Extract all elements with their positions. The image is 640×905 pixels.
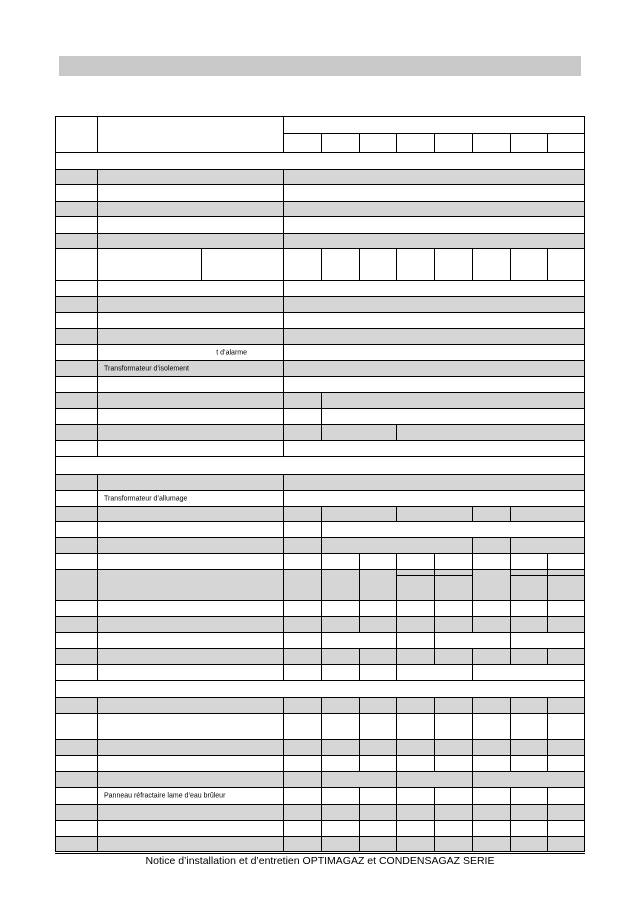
table-row: [56, 475, 584, 491]
section-header-row: [56, 681, 584, 698]
table-row: [56, 425, 584, 441]
header-ref-cell: [56, 117, 98, 152]
section-header-row: [56, 153, 584, 170]
table-row: [56, 249, 584, 281]
table-row: [56, 522, 584, 538]
table-row: [56, 665, 584, 681]
table-row: [56, 217, 584, 234]
section-header-row: [56, 457, 584, 475]
table-row: [56, 345, 584, 361]
table-row: [56, 538, 584, 554]
table-row: [56, 507, 584, 522]
table-row: [56, 756, 584, 772]
table-row: [56, 772, 584, 788]
table-row: [56, 281, 584, 297]
table-row: [56, 202, 584, 217]
table-row: [56, 788, 584, 805]
footer-rule: [55, 853, 585, 854]
isolation-transformer-label: Transformateur d’isolement: [104, 365, 189, 372]
header-bar: [59, 56, 581, 76]
ignition-transformer-label: Transformateur d’allumage: [104, 495, 188, 502]
table-row: [56, 601, 584, 617]
table-row: [56, 714, 584, 740]
table-row: [56, 313, 584, 329]
table-row: [56, 617, 584, 633]
table-row: [56, 441, 584, 457]
parts-table: [55, 116, 585, 852]
footer-text: Notice d’installation et d’entretien OPTIMAGAZ et CONDENSAGAZ SERIE: [145, 855, 495, 867]
table-row: [56, 297, 584, 313]
table-row: [56, 554, 584, 570]
header-models-cell: [284, 117, 584, 152]
table-row: [56, 170, 584, 185]
refractory-panel-label: Panneau réfractaire lame d’eau brûleur: [104, 792, 226, 800]
table-header-row: [56, 117, 584, 153]
table-row: [56, 570, 584, 601]
table-row: [56, 377, 584, 393]
table-row: [56, 633, 584, 649]
table-row: [56, 361, 584, 377]
table-row: [56, 329, 584, 345]
table-row: [56, 805, 584, 821]
alarm-label: t d’alarme: [216, 349, 247, 356]
table-row: [56, 491, 584, 507]
table-row: [56, 649, 584, 665]
table-row: [56, 821, 584, 837]
header-designation-cell: [98, 117, 284, 152]
table-row: [56, 185, 584, 202]
table-row: [56, 234, 584, 249]
table-row: [56, 740, 584, 756]
table-row: [56, 698, 584, 714]
table-row: [56, 837, 584, 852]
table-row: [56, 409, 584, 425]
table-row: [56, 393, 584, 409]
